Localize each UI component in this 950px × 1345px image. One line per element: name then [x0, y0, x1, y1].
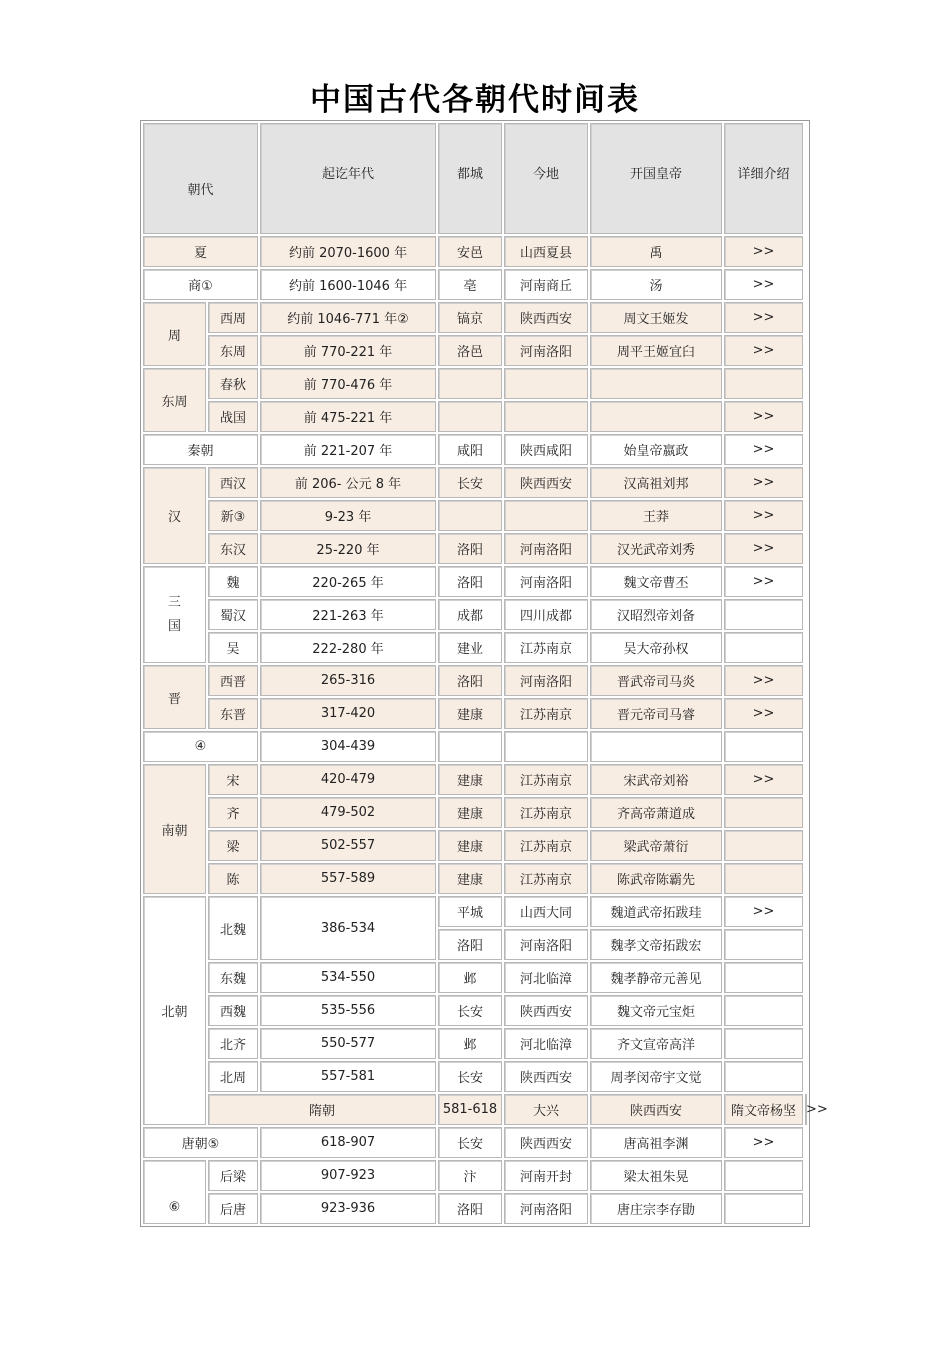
header-period-label: 起讫年代: [322, 167, 375, 182]
group-name: 东周: [143, 368, 206, 432]
founder-cell: 魏文帝曹丕: [590, 566, 722, 597]
header-row: [143, 123, 807, 234]
location-cell: 河南洛阳: [504, 533, 588, 564]
location-cell: 陕西咸阳: [504, 434, 588, 465]
founder-cell: 禹: [590, 236, 722, 267]
dynasty-name: 隋朝: [208, 1094, 436, 1125]
group-name: [143, 566, 206, 663]
location-cell: 四川成都: [504, 599, 588, 630]
details-cell: [724, 830, 803, 861]
period-cell: 25-220 年: [260, 533, 436, 564]
founder-cell: 魏文帝元宝炬: [590, 995, 722, 1026]
details-link[interactable]: >>: [724, 1127, 803, 1158]
capital-cell: [438, 401, 502, 432]
capital-cell: 安邑: [438, 236, 502, 267]
dynasty-name: 北魏: [208, 896, 258, 960]
location-cell: 河南洛阳: [504, 929, 588, 960]
capital-cell: 平城: [438, 896, 502, 927]
dynasty-name: 新③: [208, 500, 258, 531]
details-cell: [724, 1028, 803, 1059]
dynasty-name: 吴: [208, 632, 258, 663]
group-name-line1: 三: [167, 594, 181, 610]
capital-cell: 洛阳: [438, 929, 502, 960]
header-capital: [438, 123, 502, 234]
header-capital-label: 都城: [457, 167, 484, 182]
founder-cell: 汤: [590, 269, 722, 300]
table-row: [143, 962, 807, 993]
table-row: [143, 302, 807, 333]
capital-cell: 镐京: [438, 302, 502, 333]
location-cell: 江苏南京: [504, 830, 588, 861]
capital-cell: 长安: [438, 1061, 502, 1092]
table-row: [143, 467, 807, 498]
details-cell: [724, 599, 803, 630]
details-link[interactable]: >>: [724, 896, 803, 927]
dynasty-name: 齐: [208, 797, 258, 828]
dynasty-name: 北齐: [208, 1028, 258, 1059]
location-cell: 江苏南京: [504, 698, 588, 729]
founder-cell: [590, 401, 722, 432]
founder-cell: [590, 731, 722, 762]
location-cell: [504, 368, 588, 399]
dynasty-name: 蜀汉: [208, 599, 258, 630]
details-cell: [724, 368, 803, 399]
table-row: [143, 368, 807, 399]
period-cell: 420-479: [260, 764, 436, 795]
location-cell: 陕西西安: [504, 995, 588, 1026]
founder-cell: 魏孝静帝元善见: [590, 962, 722, 993]
period-cell: 317-420: [260, 698, 436, 729]
location-cell: 陕西西安: [504, 467, 588, 498]
details-cell: [724, 995, 803, 1026]
dynasty-name: 魏: [208, 566, 258, 597]
location-cell: 河南开封: [504, 1160, 588, 1191]
group-name: 南朝: [143, 764, 206, 894]
details-link[interactable]: >>: [724, 566, 803, 597]
table-row: [143, 1028, 807, 1059]
location-cell: 河北临漳: [504, 962, 588, 993]
group-name: 周: [143, 302, 206, 366]
table-row: [143, 995, 807, 1026]
details-cell: [724, 863, 803, 894]
capital-cell: 长安: [438, 467, 502, 498]
dynasty-name: 春秋: [208, 368, 258, 399]
group-name: ⑥: [143, 1160, 206, 1224]
location-cell: 江苏南京: [504, 797, 588, 828]
dynasty-name: 后唐: [208, 1193, 258, 1224]
details-cell: [724, 731, 803, 762]
location-cell: 江苏南京: [504, 632, 588, 663]
dynasty-name: ④: [143, 731, 258, 762]
period-cell: 9-23 年: [260, 500, 436, 531]
table-row: [143, 599, 807, 630]
details-link[interactable]: >>: [724, 401, 803, 432]
period-cell: 约前 1600-1046 年: [260, 269, 436, 300]
founder-cell: 魏孝文帝拓跋宏: [590, 929, 722, 960]
table-row: [143, 1193, 807, 1224]
table-row: [143, 665, 807, 696]
dynasty-name: 西周: [208, 302, 258, 333]
table-row: [143, 1094, 807, 1125]
founder-cell: 魏道武帝拓跋珪: [590, 896, 722, 927]
dynasty-name: 战国: [208, 401, 258, 432]
location-cell: [504, 731, 588, 762]
founder-cell: [590, 368, 722, 399]
founder-cell: 宋武帝刘裕: [590, 764, 722, 795]
capital-cell: [438, 368, 502, 399]
capital-cell: 建康: [438, 863, 502, 894]
details-link[interactable]: >>: [724, 302, 803, 333]
dynasty-name: 东魏: [208, 962, 258, 993]
capital-cell: [438, 731, 502, 762]
location-cell: 河南洛阳: [504, 665, 588, 696]
founder-cell: 始皇帝嬴政: [590, 434, 722, 465]
dynasty-name: 西魏: [208, 995, 258, 1026]
location-cell: [504, 401, 588, 432]
location-cell: 陕西西安: [504, 302, 588, 333]
table-row: [143, 1127, 807, 1158]
details-link[interactable]: >>: [724, 698, 803, 729]
period-cell: 222-280 年: [260, 632, 436, 663]
details-cell: [724, 962, 803, 993]
founder-cell: 梁太祖朱晃: [590, 1160, 722, 1191]
header-period: [260, 123, 436, 234]
capital-cell: 建业: [438, 632, 502, 663]
capital-cell: 建康: [438, 764, 502, 795]
period-cell: 约前 1046-771 年②: [260, 302, 436, 333]
details-link[interactable]: >>: [724, 434, 803, 465]
details-link[interactable]: >>: [724, 533, 803, 564]
capital-cell: 洛阳: [438, 566, 502, 597]
founder-cell: 唐高祖李渊: [590, 1127, 722, 1158]
period-cell: 581-618: [438, 1094, 502, 1125]
group-name-line2: 国: [167, 618, 181, 634]
dynasty-name: 东周: [208, 335, 258, 366]
header-location: [504, 123, 588, 234]
capital-cell: 成都: [438, 599, 502, 630]
location-cell: 山西大同: [504, 896, 588, 927]
table-row: [143, 1061, 807, 1092]
period-cell: 220-265 年: [260, 566, 436, 597]
founder-cell: 周孝闵帝宇文觉: [590, 1061, 722, 1092]
period-cell: 前 770-476 年: [260, 368, 436, 399]
founder-cell: 周平王姬宜臼: [590, 335, 722, 366]
period-cell: 923-936: [260, 1193, 436, 1224]
dynasty-name: 宋: [208, 764, 258, 795]
period-cell: 前 770-221 年: [260, 335, 436, 366]
details-link[interactable]: >>: [724, 500, 803, 531]
details-cell: [724, 1193, 803, 1224]
founder-cell: 梁武帝萧衍: [590, 830, 722, 861]
capital-cell: 长安: [438, 1127, 502, 1158]
dynasty-name: 西汉: [208, 467, 258, 498]
dynasty-name: 北周: [208, 1061, 258, 1092]
period-cell: 557-581: [260, 1061, 436, 1092]
period-cell: 前 221-207 年: [260, 434, 436, 465]
group-name: 汉: [143, 467, 206, 564]
location-cell: 山西夏县: [504, 236, 588, 267]
location-cell: 河南洛阳: [504, 1193, 588, 1224]
founder-cell: 唐庄宗李存勖: [590, 1193, 722, 1224]
founder-cell: 隋文帝杨坚: [724, 1094, 803, 1125]
details-link[interactable]: >>: [724, 335, 803, 366]
capital-cell: 邺: [438, 962, 502, 993]
period-cell: 前 475-221 年: [260, 401, 436, 432]
founder-cell: 晋元帝司马睿: [590, 698, 722, 729]
details-link[interactable]: >>: [724, 665, 803, 696]
location-cell: 陕西西安: [504, 1061, 588, 1092]
capital-cell: 亳: [438, 269, 502, 300]
period-cell: 534-550: [260, 962, 436, 993]
founder-cell: 吴大帝孙权: [590, 632, 722, 663]
group-name: 晋: [143, 665, 206, 729]
capital-cell: 邺: [438, 1028, 502, 1059]
table-row: [143, 566, 807, 597]
table-row: [143, 401, 807, 432]
capital-cell: 建康: [438, 698, 502, 729]
details-cell: [724, 797, 803, 828]
dynasty-name: 商①: [143, 269, 258, 300]
details-cell: [724, 632, 803, 663]
table-row: [143, 764, 807, 795]
founder-cell: 汉光武帝刘秀: [590, 533, 722, 564]
dynasty-name: 梁: [208, 830, 258, 861]
founder-cell: 汉高祖刘邦: [590, 467, 722, 498]
capital-cell: 建康: [438, 830, 502, 861]
details-cell: [724, 1160, 803, 1191]
period-cell: 221-263 年: [260, 599, 436, 630]
details-link[interactable]: >>: [724, 467, 803, 498]
period-cell: 550-577: [260, 1028, 436, 1059]
period-cell: 557-589: [260, 863, 436, 894]
dynasty-name: 后梁: [208, 1160, 258, 1191]
founder-cell: 周文王姬发: [590, 302, 722, 333]
dynasty-name: 秦朝: [143, 434, 258, 465]
capital-cell: 洛阳: [438, 665, 502, 696]
table-row: [143, 533, 807, 564]
table-row: [143, 830, 807, 861]
capital-cell: 大兴: [504, 1094, 588, 1125]
header-founder: [590, 123, 722, 234]
dynasty-name: 陈: [208, 863, 258, 894]
founder-cell: 齐文宣帝高洋: [590, 1028, 722, 1059]
dynasty-table: [140, 120, 828, 1227]
table-row: [143, 896, 807, 927]
location-cell: [504, 500, 588, 531]
capital-cell: 长安: [438, 995, 502, 1026]
dynasty-name: 夏: [143, 236, 258, 267]
location-cell: 江苏南京: [504, 764, 588, 795]
period-cell: 386-534: [260, 896, 436, 960]
group-name: 北朝: [143, 896, 206, 1125]
details-link[interactable]: >>: [724, 269, 803, 300]
header-founder-label: 开国皇帝: [630, 167, 683, 182]
location-cell: 河北临漳: [504, 1028, 588, 1059]
founder-cell: 齐高帝萧道成: [590, 797, 722, 828]
period-cell: 535-556: [260, 995, 436, 1026]
dynasty-name: 唐朝⑤: [143, 1127, 258, 1158]
period-cell: 618-907: [260, 1127, 436, 1158]
period-cell: 304-439: [260, 731, 436, 762]
founder-cell: 陈武帝陈霸先: [590, 863, 722, 894]
details-link[interactable]: >>: [724, 236, 803, 267]
table-row: [143, 1160, 807, 1191]
capital-cell: 汴: [438, 1160, 502, 1191]
table-row: [143, 863, 807, 894]
founder-cell: 王莽: [590, 500, 722, 531]
founder-cell: 晋武帝司马炎: [590, 665, 722, 696]
period-cell: 265-316: [260, 665, 436, 696]
capital-cell: [438, 500, 502, 531]
table-row: [143, 236, 807, 267]
details-link[interactable]: >>: [724, 764, 803, 795]
period-cell: 约前 2070-1600 年: [260, 236, 436, 267]
table-row: [143, 797, 807, 828]
details-cell: [724, 1061, 803, 1092]
capital-cell: 洛阳: [438, 533, 502, 564]
location-cell: 河南洛阳: [504, 566, 588, 597]
period-cell: 前 206- 公元 8 年: [260, 467, 436, 498]
table-row: [143, 269, 807, 300]
capital-cell: 建康: [438, 797, 502, 828]
capital-cell: 洛邑: [438, 335, 502, 366]
table-row: [143, 698, 807, 729]
header-dynasty-label: 朝代: [187, 183, 214, 198]
header-location-label: 今地: [533, 167, 560, 182]
capital-cell: 咸阳: [438, 434, 502, 465]
table-row: [143, 434, 807, 465]
location-cell: 河南商丘: [504, 269, 588, 300]
details-cell: [724, 929, 803, 960]
header-details-label: 详细介绍: [737, 167, 790, 182]
table-row: [143, 500, 807, 531]
location-cell: 江苏南京: [504, 863, 588, 894]
founder-cell: 汉昭烈帝刘备: [590, 599, 722, 630]
period-cell: 907-923: [260, 1160, 436, 1191]
table-row: [143, 632, 807, 663]
dynasty-name: 东晋: [208, 698, 258, 729]
page-title: 中国古代各朝代时间表: [310, 82, 640, 118]
dynasty-name: 西晋: [208, 665, 258, 696]
dynasty-name: 东汉: [208, 533, 258, 564]
period-cell: 502-557: [260, 830, 436, 861]
period-cell: 479-502: [260, 797, 436, 828]
table-row: [143, 335, 807, 366]
table-row: [143, 731, 807, 762]
location-cell: 陕西西安: [590, 1094, 722, 1125]
details-link[interactable]: >>: [805, 1094, 807, 1125]
capital-cell: 洛阳: [438, 1193, 502, 1224]
header-dynasty: [143, 123, 258, 234]
header-details: [724, 123, 803, 234]
location-cell: 河南洛阳: [504, 335, 588, 366]
location-cell: 陕西西安: [504, 1127, 588, 1158]
